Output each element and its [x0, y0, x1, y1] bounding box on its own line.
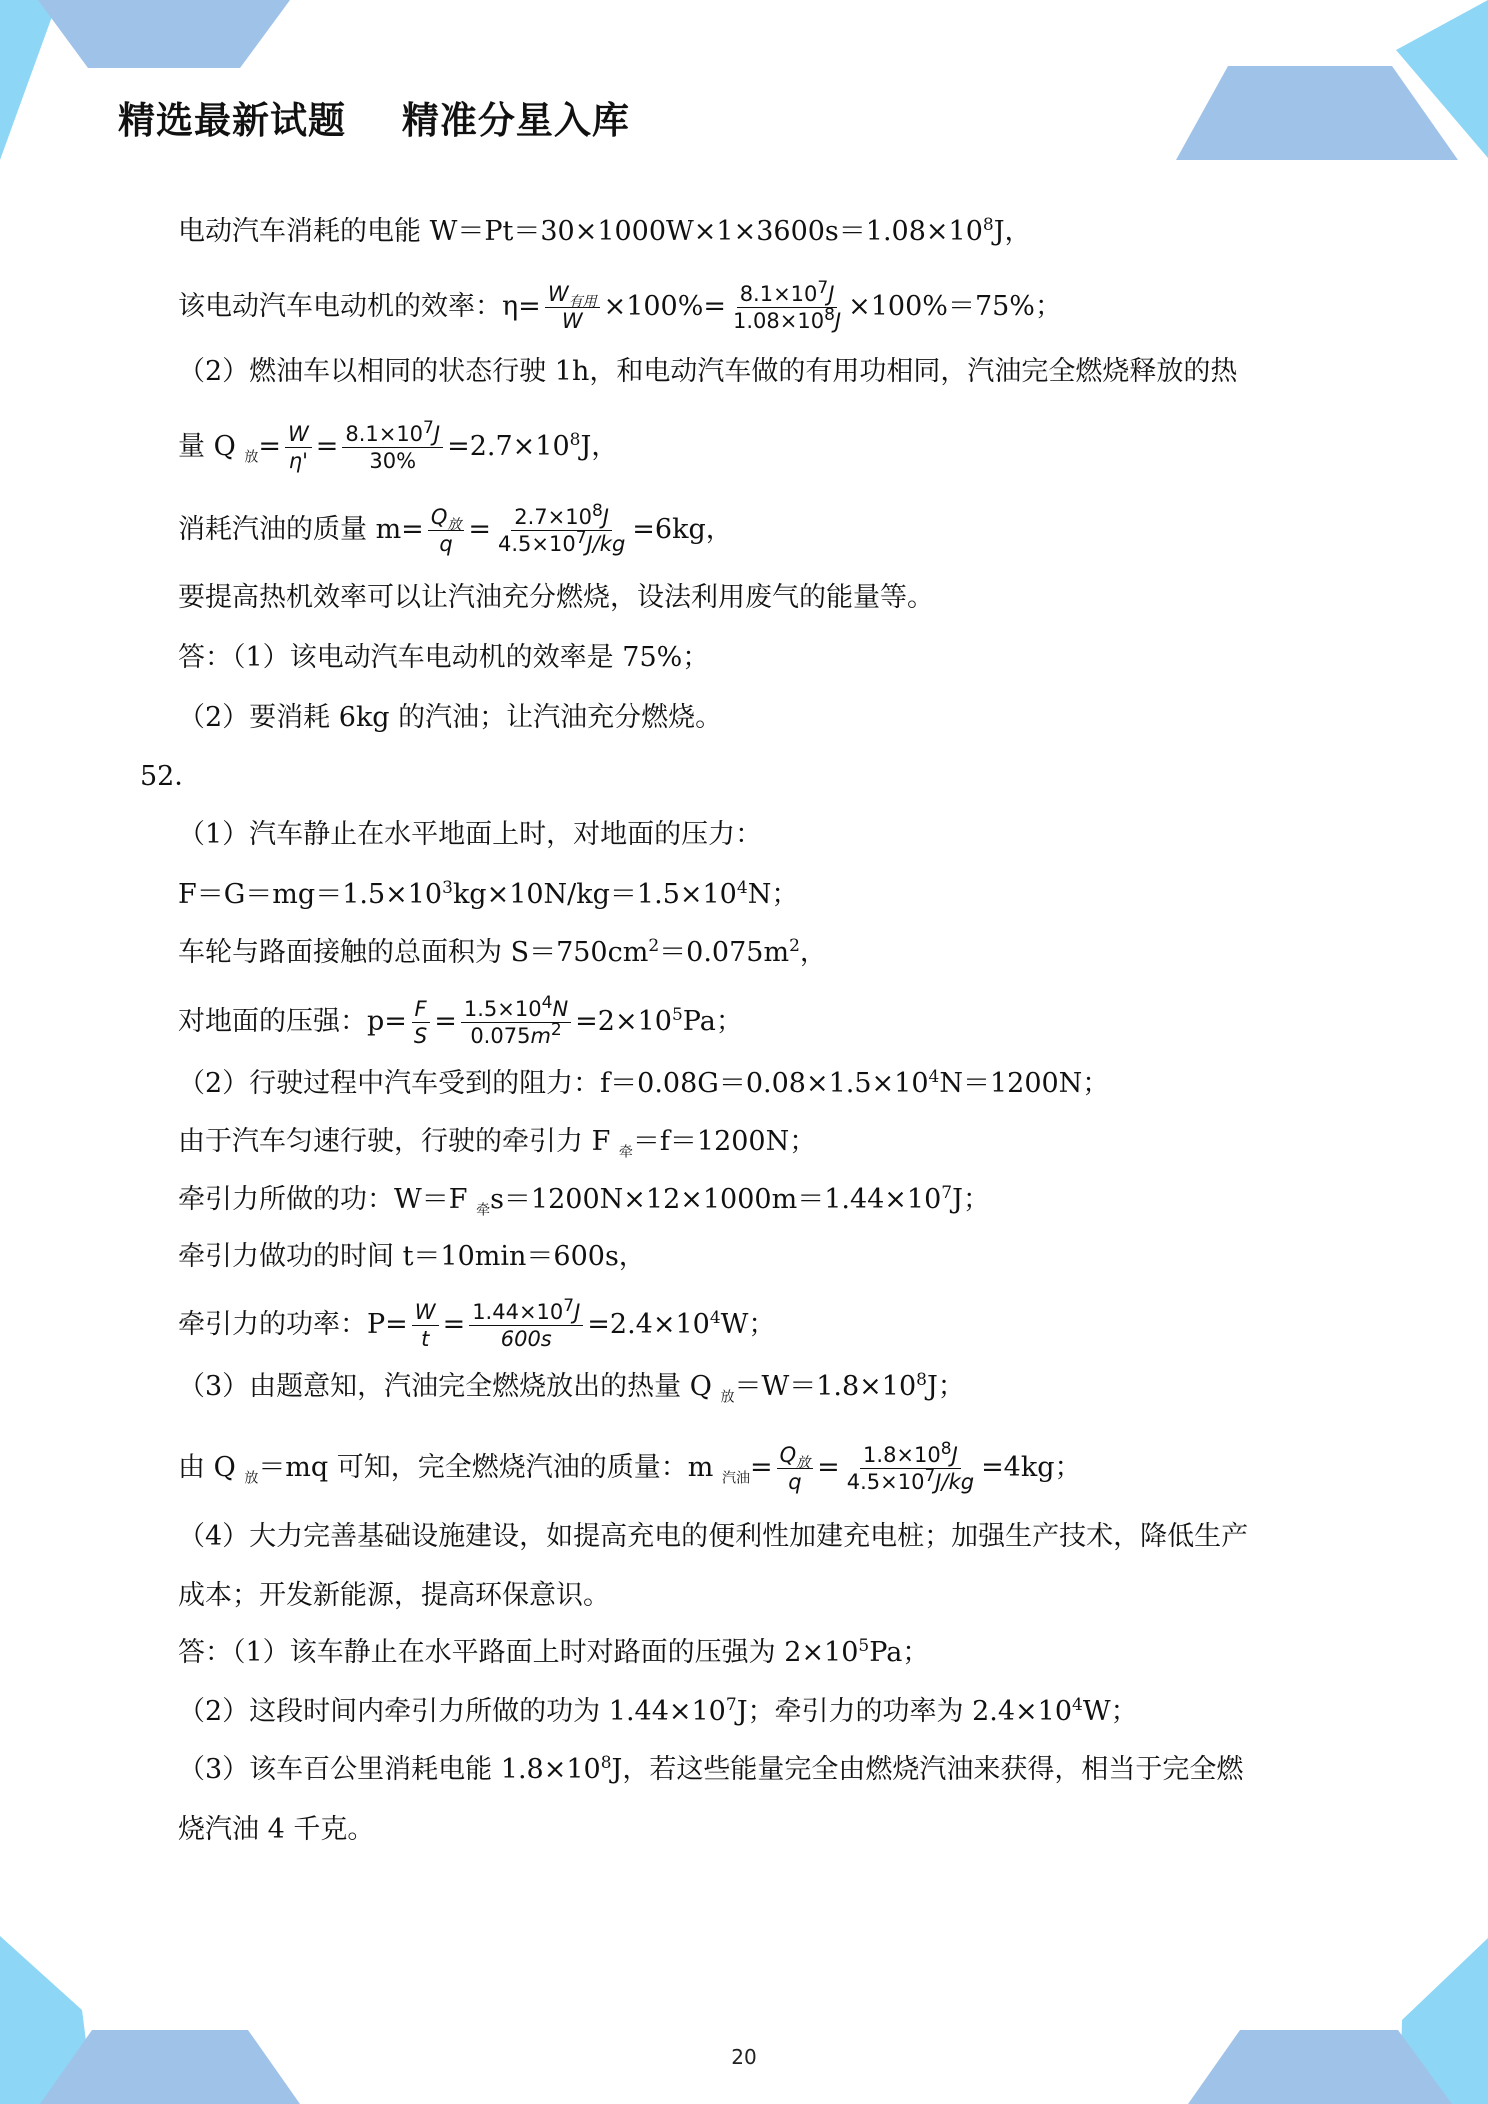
line-gravity: $F=G=mg=1.5\times 10^3kg\times 10N/kg=1.5\times 10^4N$； — [178, 878, 799, 910]
fraction: $\frac{W_{有用}}{W}$ — [545, 282, 600, 333]
line-improve-efficiency: 要提高热机效率可以让汽油充分燃烧，设法利用废气的能量等。 — [178, 582, 934, 613]
line-answer-2: （2）要消耗 6kg 的汽油；让汽油充分燃烧。 — [178, 702, 723, 733]
line-suggestion-2: 成本；开发新能源，提高环保意识。 — [178, 1580, 610, 1611]
fraction: $\frac{F}{S}$ — [411, 997, 430, 1048]
fraction: $\frac{2.7\times 10^8J}{4.5\times 10^7J/kg}$ — [497, 501, 626, 556]
page-number: 20 — [731, 2045, 757, 2069]
fraction: $\frac{Q_放}{q}$ — [777, 1443, 814, 1494]
line-resistance: （2）行驶过程中汽车受到的阻力：$f=0.08G=0.08\times 1.5\times 10^4N=1200N$； — [178, 1067, 1110, 1099]
line-pressure: 对地面的压强：p= $\frac{F}{S}$ = $\frac{1.5\times 10^4N}{0.075m^2}$ $=2\times 10^5Pa$； — [178, 993, 743, 1048]
line-heat-equals-work: （3）由题意知，汽油完全燃烧放出的热量 Q $_放=W=1.8\times 10^8J$； — [178, 1370, 965, 1406]
fraction: $\frac{8.1\times 10^7J}{1.08\times 10^8J}$ — [733, 278, 842, 333]
corner-trapezoid-top-right — [1176, 66, 1458, 160]
line-final-answer-4: 烧汽油 4 千克。 — [178, 1814, 375, 1845]
question-number: 52． — [140, 761, 202, 792]
fraction: $\frac{W}{t}$ — [412, 1300, 439, 1351]
fraction: $\frac{8.1\times 10^7J}{30\%}$ — [342, 422, 443, 473]
line-contact-area: 车轮与路面接触的总面积为 $S=750cm^2=0.075m^2$， — [178, 936, 827, 968]
line-suggestion-1: （4）大力完善基础设施建设，如提高充电的便利性加建充电桩；加强生产技术，降低生产 — [178, 1521, 1249, 1552]
fraction: $\frac{1.5\times 10^4N}{0.075m^2}$ — [461, 997, 571, 1048]
line-motor-efficiency: 该电动汽车电动机的效率：η= $\frac{W_{有用}}{W}$ ×100%= $\frac{8.1\times 10^7J}{1.08\times 10^8J}$ ×100%＝75%； — [178, 278, 1062, 333]
fraction: $\frac{W}{\eta'}$ — [285, 422, 312, 473]
line-pressure-force: （1）汽车静止在水平地面上时，对地面的压力： — [178, 819, 763, 850]
line-electric-energy: 电动汽车消耗的电能 $W=Pt=30\times 1000W\times 1\times 3600s=1.08\times 10^8J$， — [178, 215, 1032, 247]
line-fuel-car: （2）燃油车以相同的状态行驶 1h，和电动汽车做的有用功相同，汽油完全燃烧释放的热 — [178, 356, 1238, 387]
header-title-left: 精选最新试题 — [118, 99, 346, 142]
corner-triangle-top-left — [0, 0, 58, 160]
line-final-answer-1: 答：（1）该车静止在水平路面上时对路面的压强为 $2\times 10^5Pa$； — [178, 1636, 930, 1668]
line-traction-work: 牵引力所做的功：W＝F $_牵s=1200N\times 12\times 1000m=1.44\times 10^7J$； — [178, 1183, 990, 1219]
line-heat-released: 量 Q $_放$= $\frac{W}{\eta'}$ = $\frac{8.1\times 10^7J}{30\%}$ $=2.7\times 10^8J$， — [178, 418, 619, 473]
line-traction-force: 由于汽车匀速行驶，行驶的牵引力 F $_牵$＝f＝1200N； — [178, 1126, 817, 1161]
line-work-time: 牵引力做功的时间 t＝10min＝600s， — [178, 1241, 646, 1272]
fraction: $\frac{Q_放}{q}$ — [428, 505, 465, 556]
line-final-answer-3: （3）该车百公里消耗电能 $1.8\times 10^8J$，若这些能量完全由燃烧汽油来获得，相当于完全燃 — [178, 1753, 1244, 1785]
fraction: $\frac{1.8\times 10^8J}{4.5\times 10^7J/kg}$ — [846, 1439, 975, 1494]
line-gasoline-mass: 消耗汽油的质量 m= $\frac{Q_放}{q}$ = $\frac{2.7\times 10^8J}{4.5\times 10^7J/kg}$ =6kg， — [178, 501, 733, 556]
line-burned-mass: 由 Q $_放$＝mq 可知，完全燃烧汽油的质量：m $_{汽油}$= $\frac{Q_放}{q}$ = $\frac{1.8\times 10^8J}{4.5\times 10^7J/kg}$ =4kg； — [178, 1439, 1082, 1494]
corner-trapezoid-top-left — [38, 0, 290, 68]
header-title — [118, 90, 630, 144]
line-traction-power: 牵引力的功率：P= $\frac{W}{t}$ = $\frac{1.44\times 10^7J}{600s}$ $=2.4\times 10^4W$； — [178, 1296, 776, 1351]
fraction: $\frac{1.44\times 10^7J}{600s}$ — [469, 1300, 583, 1351]
header-title-right: 精准分星入库 — [401, 99, 630, 142]
line-final-answer-2: （2）这段时间内牵引力所做的功为 $1.44\times 10^7J$；牵引力的功率为 $2.4\times 10^4W$； — [178, 1695, 1138, 1727]
line-answer-1: 答：（1）该电动汽车电动机的效率是 75%； — [178, 642, 710, 673]
